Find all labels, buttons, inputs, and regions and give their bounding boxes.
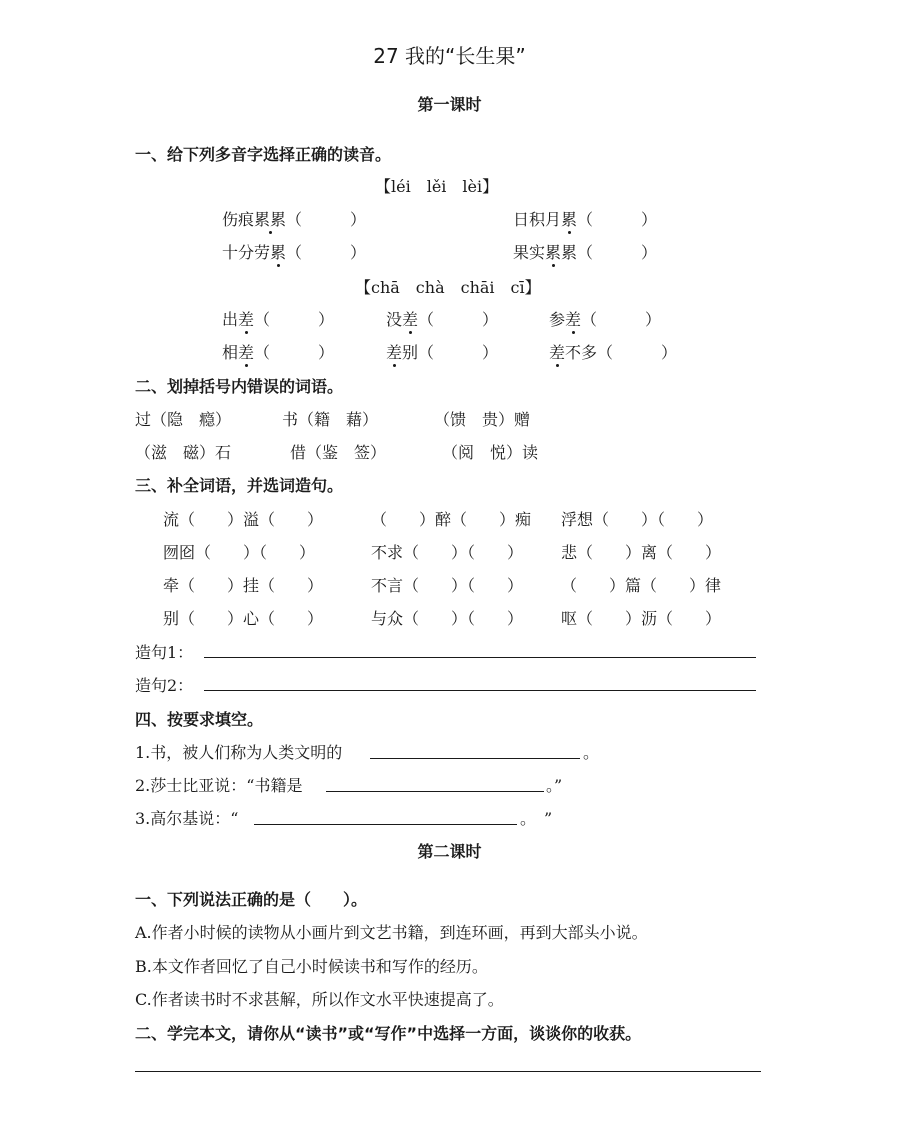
lesson-1-title: 第一课时 (417, 95, 482, 114)
choice-option-c[interactable]: C.作者读书时不求甚解，所以作文水平快速提高了。 (135, 990, 504, 1009)
section-2-heading: 二、划掉括号内错误的词语。 (135, 377, 344, 396)
fill-question-1-end: 。 (583, 743, 600, 762)
lesson-2-section-2-heading: 二、学完本文，请你从“读书”或“写作”中选择一方面，谈谈你的收获。 (135, 1024, 642, 1043)
idiom-fill-item[interactable]: 囫囵（ ）（ ） (163, 543, 316, 562)
choice-option-a[interactable]: A.作者小时候的读物从小画片到文艺书籍，到连环画，再到大部头小说。 (135, 923, 648, 942)
idiom-fill-item[interactable]: 不言（ ）（ ） (371, 576, 524, 595)
word-choice-item[interactable]: （滋 磁）石 (135, 443, 232, 462)
sentence-1-answer-line[interactable] (204, 657, 756, 658)
sentence-2-answer-line[interactable] (204, 690, 756, 691)
idiom-fill-item[interactable]: 流（ ）溢（ ） (163, 510, 324, 529)
polyphone-item: 差别（ ） (386, 343, 499, 362)
answer-blank[interactable]: （ ） (418, 310, 499, 329)
polyphone-item: 参差（ ） (549, 310, 662, 329)
idiom-fill-item[interactable]: （ ）篇（ ）律 (561, 576, 722, 595)
word-choice-item[interactable]: （阅 悦）读 (442, 443, 539, 462)
answer-blank[interactable]: （ ） (254, 310, 335, 329)
idiom-fill-item[interactable]: 呕（ ）沥（ ） (561, 609, 722, 628)
polyphone-item: 伤痕累累（ ） (222, 210, 367, 229)
fill-question-3-text: 3.高尔基说：“ (135, 809, 239, 828)
sentence-1-label: 造句1： (135, 643, 194, 662)
fill-question-1-blank[interactable] (370, 758, 580, 759)
lesson-2-title: 第二课时 (417, 842, 482, 861)
polyphone-item: 差不多（ ） (549, 343, 678, 362)
choice-option-b[interactable]: B.本文作者回忆了自己小时候读书和写作的经历。 (135, 957, 488, 976)
fill-question-2-end: 。” (546, 776, 563, 795)
polyphone-item: 没差（ ） (386, 310, 499, 329)
polyphone-item: 果实累累（ ） (513, 243, 658, 262)
fill-question-3-end: 。 ” (520, 809, 553, 828)
answer-blank[interactable]: （ ） (577, 243, 658, 262)
answer-blank[interactable]: （ ） (418, 343, 499, 362)
idiom-fill-item[interactable]: 浮想（ ）（ ） (561, 510, 714, 529)
fill-question-2-text: 2.莎士比亚说：“书籍是 (135, 776, 303, 795)
polyphone-item: 日积月累（ ） (513, 210, 658, 229)
idiom-fill-item[interactable]: 与众（ ）（ ） (371, 609, 524, 628)
idiom-fill-item[interactable]: （ ）醉（ ）痴 (371, 510, 532, 529)
pinyin-options-lei: 【léi lěi lèi】 (375, 177, 499, 196)
idiom-fill-item[interactable]: 别（ ）心（ ） (163, 609, 324, 628)
idiom-fill-item[interactable]: 不求（ ）（ ） (371, 543, 524, 562)
fill-question-1-text: 1.书，被人们称为人类文明的 (135, 743, 343, 762)
polyphone-item: 相差（ ） (222, 343, 335, 362)
word-choice-item[interactable]: 书（籍 藉） (282, 410, 379, 429)
section-1-heading: 一、给下列多音字选择正确的读音。 (135, 145, 392, 164)
reflection-answer-line[interactable] (135, 1071, 761, 1072)
word-choice-item[interactable]: 借（鉴 签） (290, 443, 387, 462)
section-3-heading: 三、补全词语，并选词造句。 (135, 476, 344, 495)
fill-question-3-blank[interactable] (254, 824, 517, 825)
answer-blank[interactable]: （ ） (577, 210, 658, 229)
answer-blank[interactable]: （ ） (286, 243, 367, 262)
polyphone-item: 十分劳累（ ） (222, 243, 367, 262)
idiom-fill-item[interactable]: 悲（ ）离（ ） (561, 543, 722, 562)
fill-question-2-blank[interactable] (326, 791, 544, 792)
pinyin-options-cha: 【chā chà chāi cī】 (355, 278, 541, 297)
section-4-heading: 四、按要求填空。 (135, 710, 264, 729)
answer-blank[interactable]: （ ） (254, 343, 335, 362)
page-title: 27 我的“长生果” (373, 44, 526, 68)
sentence-2-label: 造句2： (135, 676, 194, 695)
lesson-2-section-1-heading: 一、下列说法正确的是（ ）。 (135, 890, 368, 909)
word-choice-item[interactable]: （馈 贵）赠 (434, 410, 531, 429)
polyphone-item: 出差（ ） (222, 310, 335, 329)
answer-blank[interactable]: （ ） (597, 343, 678, 362)
answer-blank[interactable]: （ ） (286, 210, 367, 229)
idiom-fill-item[interactable]: 牵（ ）挂（ ） (163, 576, 324, 595)
word-choice-item[interactable]: 过（隐 瘾） (135, 410, 232, 429)
answer-blank[interactable]: （ ） (581, 310, 662, 329)
